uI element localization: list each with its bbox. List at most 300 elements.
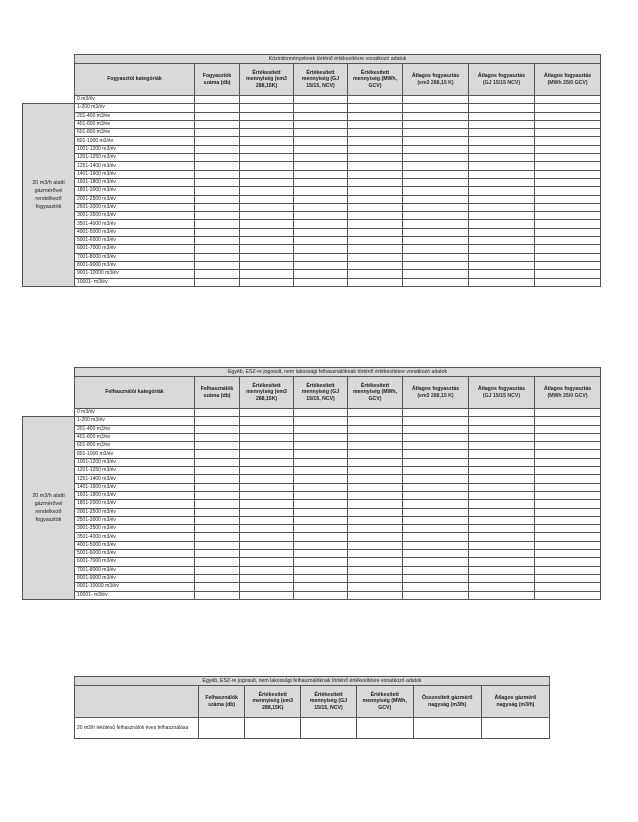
data-cell[interactable] <box>195 261 240 269</box>
data-cell[interactable] <box>348 458 403 466</box>
data-cell[interactable] <box>195 442 240 450</box>
data-cell[interactable] <box>240 245 294 253</box>
data-cell[interactable] <box>535 500 601 508</box>
data-cell[interactable] <box>403 409 469 417</box>
data-cell[interactable] <box>294 145 348 153</box>
data-cell[interactable] <box>403 458 469 466</box>
data-cell[interactable] <box>195 195 240 203</box>
data-cell[interactable] <box>403 533 469 541</box>
data-cell[interactable] <box>535 550 601 558</box>
data-cell[interactable] <box>469 442 535 450</box>
data-cell[interactable] <box>348 203 403 211</box>
data-cell[interactable] <box>469 228 535 236</box>
data-cell[interactable] <box>240 137 294 145</box>
data-cell[interactable] <box>348 409 403 417</box>
data-cell[interactable] <box>348 541 403 549</box>
data-cell[interactable] <box>240 483 294 491</box>
data-cell[interactable] <box>535 212 601 220</box>
data-cell[interactable] <box>240 583 294 591</box>
data-cell[interactable] <box>535 145 601 153</box>
data-cell[interactable] <box>348 195 403 203</box>
data-cell[interactable] <box>240 253 294 261</box>
data-cell[interactable] <box>469 566 535 574</box>
data-cell[interactable] <box>403 237 469 245</box>
data-cell[interactable] <box>240 541 294 549</box>
data-cell[interactable] <box>403 508 469 516</box>
data-cell[interactable] <box>469 96 535 104</box>
data-cell[interactable] <box>403 574 469 582</box>
data-cell[interactable] <box>403 450 469 458</box>
data-cell[interactable] <box>195 500 240 508</box>
data-cell[interactable] <box>240 187 294 195</box>
data-cell[interactable] <box>348 270 403 278</box>
data-cell[interactable] <box>294 245 348 253</box>
data-cell[interactable] <box>469 591 535 599</box>
data-cell[interactable] <box>240 574 294 582</box>
data-cell[interactable] <box>348 104 403 112</box>
data-cell[interactable] <box>535 409 601 417</box>
data-cell[interactable] <box>469 483 535 491</box>
data-cell[interactable] <box>403 442 469 450</box>
data-cell[interactable] <box>348 96 403 104</box>
data-cell[interactable] <box>294 533 348 541</box>
data-cell[interactable] <box>403 278 469 286</box>
data-cell[interactable] <box>195 574 240 582</box>
data-cell[interactable] <box>195 137 240 145</box>
data-cell[interactable] <box>348 220 403 228</box>
data-cell[interactable] <box>403 566 469 574</box>
data-cell[interactable] <box>294 558 348 566</box>
data-cell[interactable] <box>403 270 469 278</box>
data-cell[interactable] <box>240 261 294 269</box>
data-cell[interactable] <box>403 558 469 566</box>
data-cell[interactable] <box>403 203 469 211</box>
data-cell[interactable] <box>469 220 535 228</box>
data-cell[interactable] <box>469 170 535 178</box>
data-cell[interactable] <box>195 145 240 153</box>
data-cell[interactable] <box>240 104 294 112</box>
data-cell[interactable] <box>469 187 535 195</box>
data-cell[interactable] <box>294 541 348 549</box>
data-cell[interactable] <box>240 170 294 178</box>
data-cell[interactable] <box>294 583 348 591</box>
data-cell[interactable] <box>348 500 403 508</box>
data-cell[interactable] <box>348 467 403 475</box>
data-cell[interactable] <box>535 583 601 591</box>
data-cell[interactable] <box>469 550 535 558</box>
data-cell[interactable] <box>535 467 601 475</box>
data-cell[interactable] <box>348 129 403 137</box>
data-cell[interactable] <box>195 270 240 278</box>
data-cell[interactable] <box>294 475 348 483</box>
data-cell[interactable] <box>535 458 601 466</box>
data-cell[interactable] <box>294 550 348 558</box>
data-cell[interactable] <box>195 178 240 186</box>
data-cell[interactable] <box>403 500 469 508</box>
data-cell[interactable] <box>403 220 469 228</box>
data-cell[interactable] <box>535 566 601 574</box>
data-cell[interactable] <box>348 212 403 220</box>
data-cell[interactable] <box>294 525 348 533</box>
data-cell[interactable] <box>469 278 535 286</box>
data-cell[interactable] <box>535 137 601 145</box>
data-cell[interactable] <box>469 450 535 458</box>
data-cell[interactable] <box>403 245 469 253</box>
data-cell[interactable] <box>294 203 348 211</box>
data-cell[interactable] <box>403 491 469 499</box>
data-cell[interactable] <box>469 475 535 483</box>
data-cell[interactable] <box>535 442 601 450</box>
data-cell[interactable] <box>195 508 240 516</box>
data-cell[interactable] <box>240 212 294 220</box>
data-cell[interactable] <box>195 491 240 499</box>
data-cell[interactable] <box>195 541 240 549</box>
data-cell[interactable] <box>240 458 294 466</box>
data-cell[interactable] <box>240 220 294 228</box>
data-cell[interactable] <box>348 442 403 450</box>
data-cell[interactable] <box>195 458 240 466</box>
data-cell[interactable] <box>245 718 301 739</box>
data-cell[interactable] <box>240 417 294 425</box>
data-cell[interactable] <box>469 516 535 524</box>
data-cell[interactable] <box>294 508 348 516</box>
data-cell[interactable] <box>240 450 294 458</box>
data-cell[interactable] <box>469 558 535 566</box>
data-cell[interactable] <box>481 718 549 739</box>
data-cell[interactable] <box>195 533 240 541</box>
data-cell[interactable] <box>403 170 469 178</box>
data-cell[interactable] <box>535 228 601 236</box>
data-cell[interactable] <box>195 245 240 253</box>
data-cell[interactable] <box>469 237 535 245</box>
data-cell[interactable] <box>195 278 240 286</box>
data-cell[interactable] <box>535 278 601 286</box>
data-cell[interactable] <box>535 425 601 433</box>
data-cell[interactable] <box>240 154 294 162</box>
data-cell[interactable] <box>403 483 469 491</box>
data-cell[interactable] <box>535 516 601 524</box>
data-cell[interactable] <box>469 245 535 253</box>
data-cell[interactable] <box>469 425 535 433</box>
data-cell[interactable] <box>195 112 240 120</box>
data-cell[interactable] <box>469 491 535 499</box>
data-cell[interactable] <box>348 120 403 128</box>
data-cell[interactable] <box>469 409 535 417</box>
data-cell[interactable] <box>294 228 348 236</box>
data-cell[interactable] <box>240 425 294 433</box>
data-cell[interactable] <box>403 516 469 524</box>
data-cell[interactable] <box>469 467 535 475</box>
data-cell[interactable] <box>348 245 403 253</box>
data-cell[interactable] <box>535 541 601 549</box>
data-cell[interactable] <box>195 203 240 211</box>
data-cell[interactable] <box>240 591 294 599</box>
data-cell[interactable] <box>403 120 469 128</box>
data-cell[interactable] <box>535 170 601 178</box>
data-cell[interactable] <box>469 500 535 508</box>
data-cell[interactable] <box>469 145 535 153</box>
data-cell[interactable] <box>356 718 413 739</box>
data-cell[interactable] <box>348 425 403 433</box>
data-cell[interactable] <box>195 409 240 417</box>
data-cell[interactable] <box>535 237 601 245</box>
data-cell[interactable] <box>535 450 601 458</box>
data-cell[interactable] <box>348 237 403 245</box>
data-cell[interactable] <box>469 508 535 516</box>
data-cell[interactable] <box>195 566 240 574</box>
data-cell[interactable] <box>240 475 294 483</box>
data-cell[interactable] <box>535 112 601 120</box>
data-cell[interactable] <box>240 491 294 499</box>
data-cell[interactable] <box>348 475 403 483</box>
data-cell[interactable] <box>403 261 469 269</box>
data-cell[interactable] <box>535 195 601 203</box>
data-cell[interactable] <box>535 558 601 566</box>
data-cell[interactable] <box>301 718 357 739</box>
data-cell[interactable] <box>195 154 240 162</box>
data-cell[interactable] <box>535 96 601 104</box>
data-cell[interactable] <box>403 195 469 203</box>
data-cell[interactable] <box>195 450 240 458</box>
data-cell[interactable] <box>195 467 240 475</box>
data-cell[interactable] <box>240 409 294 417</box>
data-cell[interactable] <box>403 583 469 591</box>
data-cell[interactable] <box>469 120 535 128</box>
data-cell[interactable] <box>240 112 294 120</box>
data-cell[interactable] <box>348 137 403 145</box>
data-cell[interactable] <box>348 162 403 170</box>
data-cell[interactable] <box>348 516 403 524</box>
data-cell[interactable] <box>535 245 601 253</box>
data-cell[interactable] <box>195 583 240 591</box>
data-cell[interactable] <box>403 425 469 433</box>
data-cell[interactable] <box>403 228 469 236</box>
data-cell[interactable] <box>348 253 403 261</box>
data-cell[interactable] <box>348 533 403 541</box>
data-cell[interactable] <box>403 433 469 441</box>
data-cell[interactable] <box>240 508 294 516</box>
data-cell[interactable] <box>195 104 240 112</box>
data-cell[interactable] <box>535 178 601 186</box>
data-cell[interactable] <box>403 541 469 549</box>
data-cell[interactable] <box>348 483 403 491</box>
data-cell[interactable] <box>348 433 403 441</box>
data-cell[interactable] <box>403 112 469 120</box>
data-cell[interactable] <box>403 591 469 599</box>
data-cell[interactable] <box>535 187 601 195</box>
data-cell[interactable] <box>294 253 348 261</box>
data-cell[interactable] <box>535 162 601 170</box>
data-cell[interactable] <box>348 550 403 558</box>
data-cell[interactable] <box>469 533 535 541</box>
data-cell[interactable] <box>348 558 403 566</box>
data-cell[interactable] <box>240 195 294 203</box>
data-cell[interactable] <box>469 261 535 269</box>
data-cell[interactable] <box>240 178 294 186</box>
data-cell[interactable] <box>294 591 348 599</box>
data-cell[interactable] <box>240 433 294 441</box>
data-cell[interactable] <box>535 491 601 499</box>
data-cell[interactable] <box>413 718 481 739</box>
data-cell[interactable] <box>403 137 469 145</box>
data-cell[interactable] <box>403 187 469 195</box>
data-cell[interactable] <box>535 433 601 441</box>
data-cell[interactable] <box>535 270 601 278</box>
data-cell[interactable] <box>240 162 294 170</box>
data-cell[interactable] <box>469 253 535 261</box>
data-cell[interactable] <box>240 237 294 245</box>
data-cell[interactable] <box>240 228 294 236</box>
data-cell[interactable] <box>240 566 294 574</box>
data-cell[interactable] <box>469 541 535 549</box>
data-cell[interactable] <box>348 491 403 499</box>
data-cell[interactable] <box>294 467 348 475</box>
data-cell[interactable] <box>294 137 348 145</box>
data-cell[interactable] <box>348 145 403 153</box>
data-cell[interactable] <box>294 491 348 499</box>
data-cell[interactable] <box>294 433 348 441</box>
data-cell[interactable] <box>535 104 601 112</box>
data-cell[interactable] <box>294 120 348 128</box>
data-cell[interactable] <box>195 212 240 220</box>
data-cell[interactable] <box>195 253 240 261</box>
data-cell[interactable] <box>469 270 535 278</box>
data-cell[interactable] <box>294 178 348 186</box>
data-cell[interactable] <box>348 278 403 286</box>
data-cell[interactable] <box>403 145 469 153</box>
data-cell[interactable] <box>294 458 348 466</box>
data-cell[interactable] <box>348 591 403 599</box>
data-cell[interactable] <box>469 583 535 591</box>
data-cell[interactable] <box>240 442 294 450</box>
data-cell[interactable] <box>294 270 348 278</box>
data-cell[interactable] <box>195 525 240 533</box>
data-cell[interactable] <box>195 425 240 433</box>
data-cell[interactable] <box>294 409 348 417</box>
data-cell[interactable] <box>195 220 240 228</box>
data-cell[interactable] <box>294 566 348 574</box>
data-cell[interactable] <box>469 212 535 220</box>
data-cell[interactable] <box>240 203 294 211</box>
data-cell[interactable] <box>294 450 348 458</box>
data-cell[interactable] <box>535 483 601 491</box>
data-cell[interactable] <box>294 237 348 245</box>
data-cell[interactable] <box>240 525 294 533</box>
data-cell[interactable] <box>348 583 403 591</box>
data-cell[interactable] <box>240 533 294 541</box>
data-cell[interactable] <box>294 104 348 112</box>
data-cell[interactable] <box>403 467 469 475</box>
data-cell[interactable] <box>240 96 294 104</box>
data-cell[interactable] <box>403 154 469 162</box>
data-cell[interactable] <box>403 212 469 220</box>
data-cell[interactable] <box>195 170 240 178</box>
data-cell[interactable] <box>294 162 348 170</box>
data-cell[interactable] <box>348 417 403 425</box>
data-cell[interactable] <box>294 195 348 203</box>
data-cell[interactable] <box>348 228 403 236</box>
data-cell[interactable] <box>294 129 348 137</box>
data-cell[interactable] <box>469 104 535 112</box>
data-cell[interactable] <box>240 129 294 137</box>
data-cell[interactable] <box>294 220 348 228</box>
data-cell[interactable] <box>348 187 403 195</box>
data-cell[interactable] <box>294 574 348 582</box>
data-cell[interactable] <box>240 467 294 475</box>
data-cell[interactable] <box>195 237 240 245</box>
data-cell[interactable] <box>294 483 348 491</box>
data-cell[interactable] <box>294 500 348 508</box>
data-cell[interactable] <box>240 550 294 558</box>
data-cell[interactable] <box>294 112 348 120</box>
data-cell[interactable] <box>195 591 240 599</box>
data-cell[interactable] <box>195 483 240 491</box>
data-cell[interactable] <box>535 574 601 582</box>
data-cell[interactable] <box>469 574 535 582</box>
data-cell[interactable] <box>195 417 240 425</box>
data-cell[interactable] <box>195 228 240 236</box>
data-cell[interactable] <box>469 178 535 186</box>
data-cell[interactable] <box>469 203 535 211</box>
data-cell[interactable] <box>294 516 348 524</box>
data-cell[interactable] <box>294 278 348 286</box>
data-cell[interactable] <box>294 442 348 450</box>
data-cell[interactable] <box>240 270 294 278</box>
data-cell[interactable] <box>469 525 535 533</box>
data-cell[interactable] <box>403 178 469 186</box>
data-cell[interactable] <box>535 508 601 516</box>
data-cell[interactable] <box>348 450 403 458</box>
data-cell[interactable] <box>348 261 403 269</box>
data-cell[interactable] <box>240 558 294 566</box>
data-cell[interactable] <box>403 162 469 170</box>
data-cell[interactable] <box>535 154 601 162</box>
data-cell[interactable] <box>535 525 601 533</box>
data-cell[interactable] <box>348 154 403 162</box>
data-cell[interactable] <box>469 433 535 441</box>
data-cell[interactable] <box>403 475 469 483</box>
data-cell[interactable] <box>294 212 348 220</box>
data-cell[interactable] <box>348 566 403 574</box>
data-cell[interactable] <box>195 516 240 524</box>
data-cell[interactable] <box>195 96 240 104</box>
data-cell[interactable] <box>469 129 535 137</box>
data-cell[interactable] <box>294 261 348 269</box>
data-cell[interactable] <box>240 145 294 153</box>
data-cell[interactable] <box>195 558 240 566</box>
data-cell[interactable] <box>469 137 535 145</box>
data-cell[interactable] <box>535 220 601 228</box>
data-cell[interactable] <box>195 162 240 170</box>
data-cell[interactable] <box>240 500 294 508</box>
data-cell[interactable] <box>348 525 403 533</box>
data-cell[interactable] <box>403 525 469 533</box>
data-cell[interactable] <box>403 104 469 112</box>
data-cell[interactable] <box>348 112 403 120</box>
data-cell[interactable] <box>240 516 294 524</box>
data-cell[interactable] <box>469 112 535 120</box>
data-cell[interactable] <box>469 195 535 203</box>
data-cell[interactable] <box>535 475 601 483</box>
data-cell[interactable] <box>469 154 535 162</box>
data-cell[interactable] <box>535 120 601 128</box>
data-cell[interactable] <box>348 574 403 582</box>
data-cell[interactable] <box>198 718 244 739</box>
data-cell[interactable] <box>195 129 240 137</box>
data-cell[interactable] <box>403 550 469 558</box>
data-cell[interactable] <box>403 417 469 425</box>
data-cell[interactable] <box>469 417 535 425</box>
